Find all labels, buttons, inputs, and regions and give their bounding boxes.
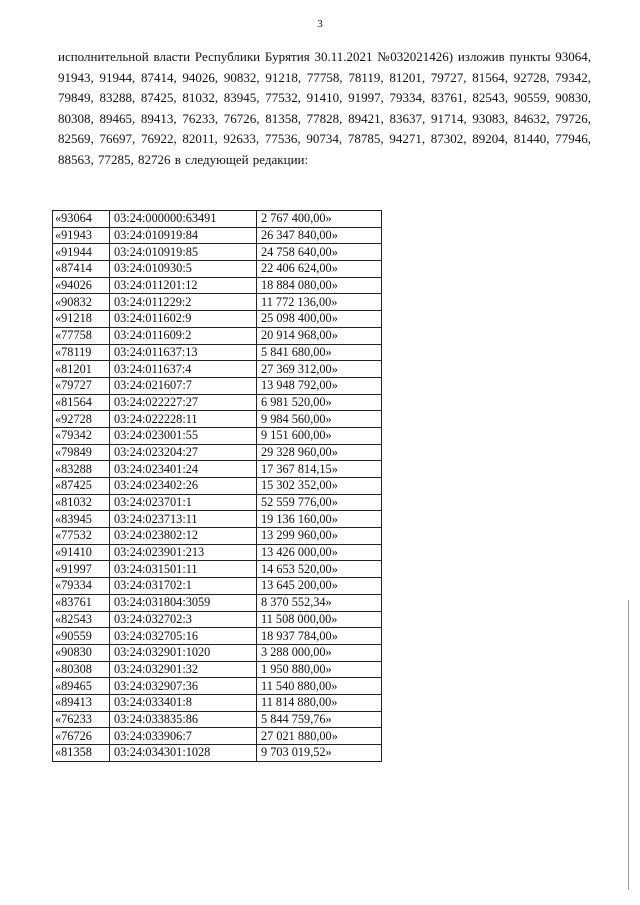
item-number-cell: «81358: [53, 745, 110, 762]
cadastral-number-cell: 03:24:031501:11: [110, 561, 257, 578]
cadastral-number-cell: 03:24:032907:36: [110, 678, 257, 695]
cadastral-number-cell: 03:24:022227:27: [110, 394, 257, 411]
item-number-cell: «77532: [53, 528, 110, 545]
item-number-cell: «83288: [53, 461, 110, 478]
cadastral-number-cell: 03:24:010930:5: [110, 261, 257, 278]
item-number-cell: «90559: [53, 628, 110, 645]
item-number-cell: «76233: [53, 711, 110, 728]
cadastral-value-cell: 15 302 352,00»: [257, 478, 382, 495]
cadastral-number-cell: 03:24:023401:24: [110, 461, 257, 478]
table-row: [53, 361, 382, 378]
item-number-cell: «76726: [53, 728, 110, 745]
table-row: [53, 694, 382, 711]
item-number-cell: «90832: [53, 294, 110, 311]
cadastral-value-cell: 13 948 792,00»: [257, 377, 382, 394]
cadastral-number-cell: 03:24:022228:11: [110, 411, 257, 428]
item-number-cell: «91997: [53, 561, 110, 578]
table-row: [53, 394, 382, 411]
cadastral-number-cell: 03:24:023402:26: [110, 478, 257, 495]
cadastral-value-cell: 13 299 960,00»: [257, 528, 382, 545]
item-number-cell: «90830: [53, 644, 110, 661]
cadastral-value-cell: 13 426 000,00»: [257, 544, 382, 561]
cadastral-value-cell: 25 098 400,00»: [257, 311, 382, 328]
intro-paragraph: исполнительной власти Республики Бурятия 30.11.2021 №032021426) изложив пункты 93064, 91943, 91944, 87414, 94026, 90832, 91218, 77758, 78119, 81201, 79727, 81564, 92728, 79342, 79849, 83288, 87425, 81032, 83945, 77532, 91410, 91997, 79334, 83761, 82543, 90559, 90830, 80308, 89465, 89413, 76233, 76726, 81358, 77828, 89421, 83637, 91714, 93083, 84632, 79726, 82569, 76697, 76922, 82011, 92633, 77536, 90734, 78785, 94271, 87302, 89204, 81440, 77946, 88563, 77285, 82726 в следующей редакции:: [58, 49, 591, 167]
item-number-cell: «93064: [53, 211, 110, 228]
item-number-cell: «89413: [53, 694, 110, 711]
item-number-cell: «91943: [53, 227, 110, 244]
cadastral-value-cell: 3 288 000,00»: [257, 644, 382, 661]
cadastral-number-cell: 03:24:011201:12: [110, 277, 257, 294]
cadastral-number-cell: 03:24:034301:1028: [110, 745, 257, 762]
item-number-cell: «81032: [53, 494, 110, 511]
table-row: [53, 211, 382, 228]
item-number-cell: «81201: [53, 361, 110, 378]
cadastral-value-cell: 11 814 880,00»: [257, 694, 382, 711]
cadastral-number-cell: 03:24:023802:12: [110, 528, 257, 545]
table-row: [53, 427, 382, 444]
item-number-cell: «87425: [53, 478, 110, 495]
cadastral-number-cell: 03:24:011609:2: [110, 327, 257, 344]
cadastral-value-cell: 11 508 000,00»: [257, 611, 382, 628]
cadastral-value-cell: 2 767 400,00»: [257, 211, 382, 228]
cadastral-value-cell: 52 559 776,00»: [257, 494, 382, 511]
cadastral-value-cell: 27 369 312,00»: [257, 361, 382, 378]
table-row: [53, 377, 382, 394]
cadastral-value-cell: 18 937 784,00»: [257, 628, 382, 645]
page-number: 3: [317, 18, 323, 30]
cadastral-number-cell: 03:24:033835:86: [110, 711, 257, 728]
cadastral-number-cell: 03:24:031804:3059: [110, 594, 257, 611]
item-number-cell: «79334: [53, 578, 110, 595]
cadastral-value-cell: 9 984 560,00»: [257, 411, 382, 428]
cadastral-number-cell: 03:24:010919:84: [110, 227, 257, 244]
item-number-cell: «91218: [53, 311, 110, 328]
table-row: [53, 327, 382, 344]
cadastral-value-cell: 22 406 624,00»: [257, 261, 382, 278]
cadastral-number-cell: 03:24:031702:1: [110, 578, 257, 595]
item-number-cell: «77758: [53, 327, 110, 344]
cadastral-value-cell: 5 841 680,00»: [257, 344, 382, 361]
cadastral-value-cell: 11 772 136,00»: [257, 294, 382, 311]
item-number-cell: «92728: [53, 411, 110, 428]
item-number-cell: «78119: [53, 344, 110, 361]
cadastral-value-cell: 13 645 200,00»: [257, 578, 382, 595]
table-row: [53, 528, 382, 545]
cadastral-value-cell: 17 367 814,15»: [257, 461, 382, 478]
table-row: [53, 511, 382, 528]
table-row: [53, 661, 382, 678]
item-number-cell: «82543: [53, 611, 110, 628]
item-number-cell: «87414: [53, 261, 110, 278]
item-number-cell: «81564: [53, 394, 110, 411]
cadastral-value-cell: 27 021 880,00»: [257, 728, 382, 745]
cadastral-value-cell: 5 844 759,76»: [257, 711, 382, 728]
table-row: [53, 544, 382, 561]
parcel-table: [52, 210, 382, 762]
cadastral-number-cell: 03:24:023204:27: [110, 444, 257, 461]
item-number-cell: «91944: [53, 244, 110, 261]
cadastral-value-cell: 9 151 600,00»: [257, 427, 382, 444]
scan-margin-line: [628, 600, 629, 890]
table-row: [53, 711, 382, 728]
cadastral-number-cell: 03:24:011637:4: [110, 361, 257, 378]
cadastral-number-cell: 03:24:033906:7: [110, 728, 257, 745]
table-row: [53, 344, 382, 361]
cadastral-number-cell: 03:24:033401:8: [110, 694, 257, 711]
table-row: [53, 277, 382, 294]
cadastral-value-cell: 26 347 840,00»: [257, 227, 382, 244]
cadastral-value-cell: 14 653 520,00»: [257, 561, 382, 578]
cadastral-number-cell: 03:24:023001:55: [110, 427, 257, 444]
cadastral-value-cell: 1 950 880,00»: [257, 661, 382, 678]
cadastral-value-cell: 11 540 880,00»: [257, 678, 382, 695]
cadastral-value-cell: 19 136 160,00»: [257, 511, 382, 528]
item-number-cell: «91410: [53, 544, 110, 561]
table-row: [53, 444, 382, 461]
item-number-cell: «79342: [53, 427, 110, 444]
table-row: [53, 494, 382, 511]
cadastral-number-cell: 03:24:021607:7: [110, 377, 257, 394]
table-row: [53, 678, 382, 695]
cadastral-value-cell: 20 914 968,00»: [257, 327, 382, 344]
cadastral-value-cell: 29 328 960,00»: [257, 444, 382, 461]
table-row: [53, 294, 382, 311]
cadastral-number-cell: 03:24:032901:32: [110, 661, 257, 678]
table-row: [53, 561, 382, 578]
item-number-cell: «80308: [53, 661, 110, 678]
item-number-cell: «83761: [53, 594, 110, 611]
table-row: [53, 594, 382, 611]
table-row: [53, 578, 382, 595]
cadastral-value-cell: 9 703 019,52»: [257, 745, 382, 762]
parcel-table-body: [53, 211, 382, 762]
item-number-cell: «79727: [53, 377, 110, 394]
table-row: [53, 611, 382, 628]
table-row: [53, 728, 382, 745]
table-row: [53, 745, 382, 762]
cadastral-number-cell: 03:24:032702:3: [110, 611, 257, 628]
cadastral-number-cell: 03:24:032901:1020: [110, 644, 257, 661]
cadastral-number-cell: 03:24:023713:11: [110, 511, 257, 528]
cadastral-number-cell: 03:24:023901:213: [110, 544, 257, 561]
table-row: [53, 411, 382, 428]
cadastral-number-cell: 03:24:023701:1: [110, 494, 257, 511]
cadastral-number-cell: 03:24:011602:9: [110, 311, 257, 328]
table-row: [53, 261, 382, 278]
table-row: [53, 227, 382, 244]
table-row: [53, 644, 382, 661]
item-number-cell: «89465: [53, 678, 110, 695]
cadastral-value-cell: 8 370 552,34»: [257, 594, 382, 611]
table-row: [53, 628, 382, 645]
item-number-cell: «79849: [53, 444, 110, 461]
cadastral-value-cell: 18 884 080,00»: [257, 277, 382, 294]
cadastral-value-cell: 6 981 520,00»: [257, 394, 382, 411]
table-row: [53, 244, 382, 261]
table-row: [53, 478, 382, 495]
cadastral-number-cell: 03:24:011229:2: [110, 294, 257, 311]
cadastral-number-cell: 03:24:032705:16: [110, 628, 257, 645]
cadastral-number-cell: 03:24:000000:63491: [110, 211, 257, 228]
item-number-cell: «94026: [53, 277, 110, 294]
item-number-cell: «83945: [53, 511, 110, 528]
cadastral-value-cell: 24 758 640,00»: [257, 244, 382, 261]
cadastral-number-cell: 03:24:010919:85: [110, 244, 257, 261]
table-row: [53, 461, 382, 478]
cadastral-number-cell: 03:24:011637:13: [110, 344, 257, 361]
table-row: [53, 311, 382, 328]
